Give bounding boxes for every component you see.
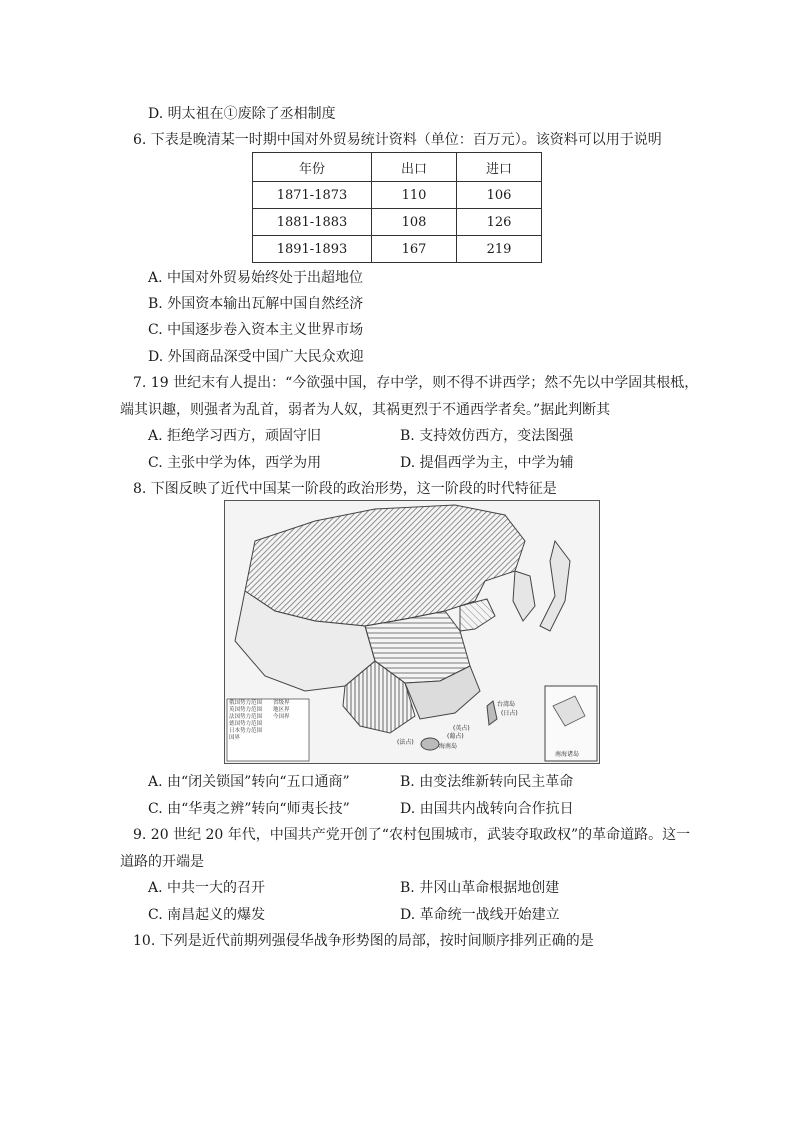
table-row — [253, 236, 542, 263]
q6-option-c[interactable]: C. 中国逐步卷入资本主义世界市场 — [148, 322, 364, 338]
q6-option-b[interactable]: B. 外国资本输出瓦解中国自然经济 — [148, 296, 364, 312]
table-header: 出口 — [372, 153, 457, 182]
legend-item: 今国界 — [273, 714, 290, 720]
q9-option-d[interactable]: D. 革命统一战线开始建立 — [400, 907, 560, 923]
q9-stem-line2: 道路的开端是 — [120, 854, 204, 870]
q9-option-c[interactable]: C. 南昌起义的爆发 — [148, 907, 266, 923]
table-header: 进口 — [457, 153, 542, 182]
table-cell: 110 — [372, 182, 457, 209]
table-cell: 1881-1883 — [253, 209, 372, 236]
map-label-portuguese-occupied: (葡占) — [447, 733, 464, 740]
legend-item: 英国势力范围 — [229, 707, 263, 713]
q9-stem-line1: 9. 20 世纪 20 年代，中国共产党开创了“农村包围城市，武装夺取政权”的革命道路。这一 — [133, 827, 691, 843]
trade-table — [252, 152, 542, 263]
map-label-japan-occupied: (日占) — [501, 710, 518, 717]
table-cell: 219 — [457, 236, 542, 263]
table-cell: 167 — [372, 236, 457, 263]
q7-option-a[interactable]: A. 拒绝学习西方，顽固守旧 — [148, 428, 322, 444]
legend-item: 地区界 — [273, 707, 290, 713]
q8-option-b[interactable]: B. 由变法维新转向民主革命 — [400, 774, 574, 790]
map-label-south-sea: 南海诸岛 — [555, 751, 580, 758]
q6-option-a[interactable]: A. 中国对外贸易始终处于出超地位 — [148, 270, 364, 286]
table-row — [253, 209, 542, 236]
q10-stem: 10. 下列是近代前期列强侵华战争形势图的局部，按时间顺序排列正确的是 — [133, 933, 594, 949]
q6-option-d[interactable]: D. 外国商品深受中国广大民众欢迎 — [148, 349, 364, 365]
legend-item: 法国势力范围 — [229, 714, 263, 720]
q8-option-a[interactable]: A. 由“闭关锁国”转向“五口通商” — [148, 774, 350, 790]
legend-item: 国界 — [229, 735, 241, 741]
table-header: 年份 — [253, 153, 372, 182]
hainan-island — [421, 738, 439, 750]
q8-option-c[interactable]: C. 由“华夷之辨”转向“师夷长技” — [148, 801, 350, 817]
q8-stem: 8. 下图反映了近代中国某一阶段的政治形势，这一阶段的时代特征是 — [133, 481, 557, 497]
map-label-french-occupied: (法占) — [397, 739, 414, 746]
sphere-of-influence-map — [224, 500, 600, 764]
table-cell: 1891-1893 — [253, 236, 372, 263]
q9-option-a[interactable]: A. 中共一大的召开 — [148, 880, 266, 896]
table-cell: 106 — [457, 182, 542, 209]
map-label-british-occupied: (英占) — [453, 725, 470, 732]
map-legend — [229, 700, 309, 742]
table-cell: 108 — [372, 209, 457, 236]
legend-item: 省级界 — [273, 700, 290, 706]
table-header-row — [253, 153, 542, 182]
map-label-hainan: 海南岛 — [439, 743, 458, 750]
q6-stem: 6. 下表是晚清某一时期中国对外贸易统计资料（单位：百万元）。该资料可以用于说明 — [133, 132, 662, 148]
table-cell: 1871-1873 — [253, 182, 372, 209]
q7-option-b[interactable]: B. 支持效仿西方，变法图强 — [400, 428, 574, 444]
q5-option-d: D. 明太祖在①废除了丞相制度 — [148, 106, 336, 122]
q7-stem-line2: 端其识趣，则强者为乱首，弱者为人奴，其祸更烈于不通西学者矣。”据此判断其 — [120, 402, 611, 418]
table-row — [253, 182, 542, 209]
q7-option-d[interactable]: D. 提倡西学为主，中学为辅 — [400, 455, 574, 471]
map-label-taiwan: 台湾岛 — [497, 701, 516, 708]
q9-option-b[interactable]: B. 井冈山革命根据地创建 — [400, 880, 560, 896]
q7-option-c[interactable]: C. 主张中学为体，西学为用 — [148, 455, 322, 471]
q7-stem-line1: 7. 19 世纪末有人提出：“今欲强中国，存中学，则不得不讲西学；然不先以中学固其根柢， — [133, 375, 699, 391]
legend-item: 俄国势力范围 — [229, 700, 263, 706]
legend-item: 德国势力范围 — [229, 721, 263, 727]
q8-option-d[interactable]: D. 由国共内战转向合作抗日 — [400, 801, 574, 817]
legend-item: 日本势力范围 — [229, 728, 263, 734]
table-cell: 126 — [457, 209, 542, 236]
